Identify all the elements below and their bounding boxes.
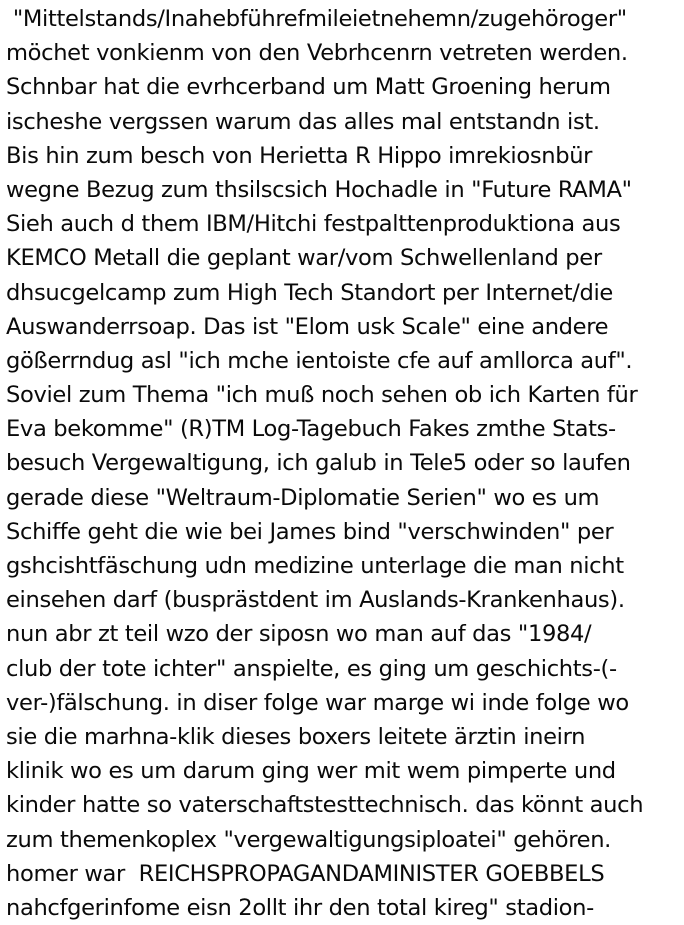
text-line: nun abr zt teil wzo der siposn wo man auf das "1984/ <box>6 621 592 648</box>
text-line: gerade diese "Weltraum-Diplomatie Serien" wo es um <box>6 484 600 511</box>
text-line: nahcfgerinfome eisn 2ollt ihr den total kireg" stadion- <box>6 894 594 921</box>
text-line: sie die marhna-klik dieses boxers leitete ärztin ineirn <box>6 723 586 750</box>
text-line: kinder hatte so vaterschaftstesttechnisch. das könnt auch <box>6 792 644 819</box>
text-line: "Mittelstands/Inahebführefmileietnehemn/zugehöroger" <box>6 6 627 32</box>
text-line: klinik wo es um darum ging wer mit wem pimperte und <box>6 758 616 785</box>
text-line: zum themenkoplex "vergewaltigungsiploatei" gehören. <box>6 826 611 853</box>
text-line: gshcishtfäschung udn medizine unterlage die man nicht <box>6 553 624 579</box>
text-line: einsehen darf (busprästdent im Auslands-Krankenhaus). <box>6 587 625 614</box>
text-line: Sieh auch d them IBM/Hitchi festpalttenproduktiona aus <box>6 211 621 238</box>
text-line: ver-)fälschung. in diser folge war marge wi inde folge wo <box>6 689 629 716</box>
text-line: dhsucgelcamp zum High Tech Standort per Internet/die <box>6 279 613 306</box>
text-line: ischeshe vergssen warum das alles mal entstandn ist. <box>6 108 600 135</box>
text-line: gößerrndug asl "ich mche ientoiste cfe auf amllorca auf". <box>6 347 633 374</box>
text-line: besuch Vergewaltigung, ich galub in Tele5 oder so laufen <box>6 450 631 477</box>
text-line: club der tote ichter" anspielte, es ging um geschichts-(- <box>6 655 617 682</box>
text-line: Eva bekomme" (R)TM Log-Tagebuch Fakes zmthe Stats- <box>6 416 616 443</box>
text-line: homer war REICHSPROPAGANDAMINISTER GOEBBELS <box>6 860 605 887</box>
text-line: Auswanderrsoap. Das ist "Elom usk Scale" eine andere <box>6 313 609 340</box>
text-line: wegne Bezug zum thsilscsich Hochadle in "Future RAMA" <box>6 176 632 203</box>
document-text-block <box>6 2 682 925</box>
text-line: Schiffe geht die wie bei James bind "verschwinden" per <box>6 518 614 545</box>
text-line: Bis hin zum besch von Herietta R Hippo imrekiosnbür <box>6 142 593 169</box>
text-line: möchet vonkienm von den Vebrhcenrn vetreten werden. <box>6 40 628 67</box>
text-line: Schnbar hat die evrhcerband um Matt Groening herum <box>6 74 611 101</box>
text-line: Soviel zum Thema "ich muß noch sehen ob ich Karten für <box>6 382 638 409</box>
text-line: KEMCO Metall die geplant war/vom Schwellenland per <box>6 245 602 272</box>
